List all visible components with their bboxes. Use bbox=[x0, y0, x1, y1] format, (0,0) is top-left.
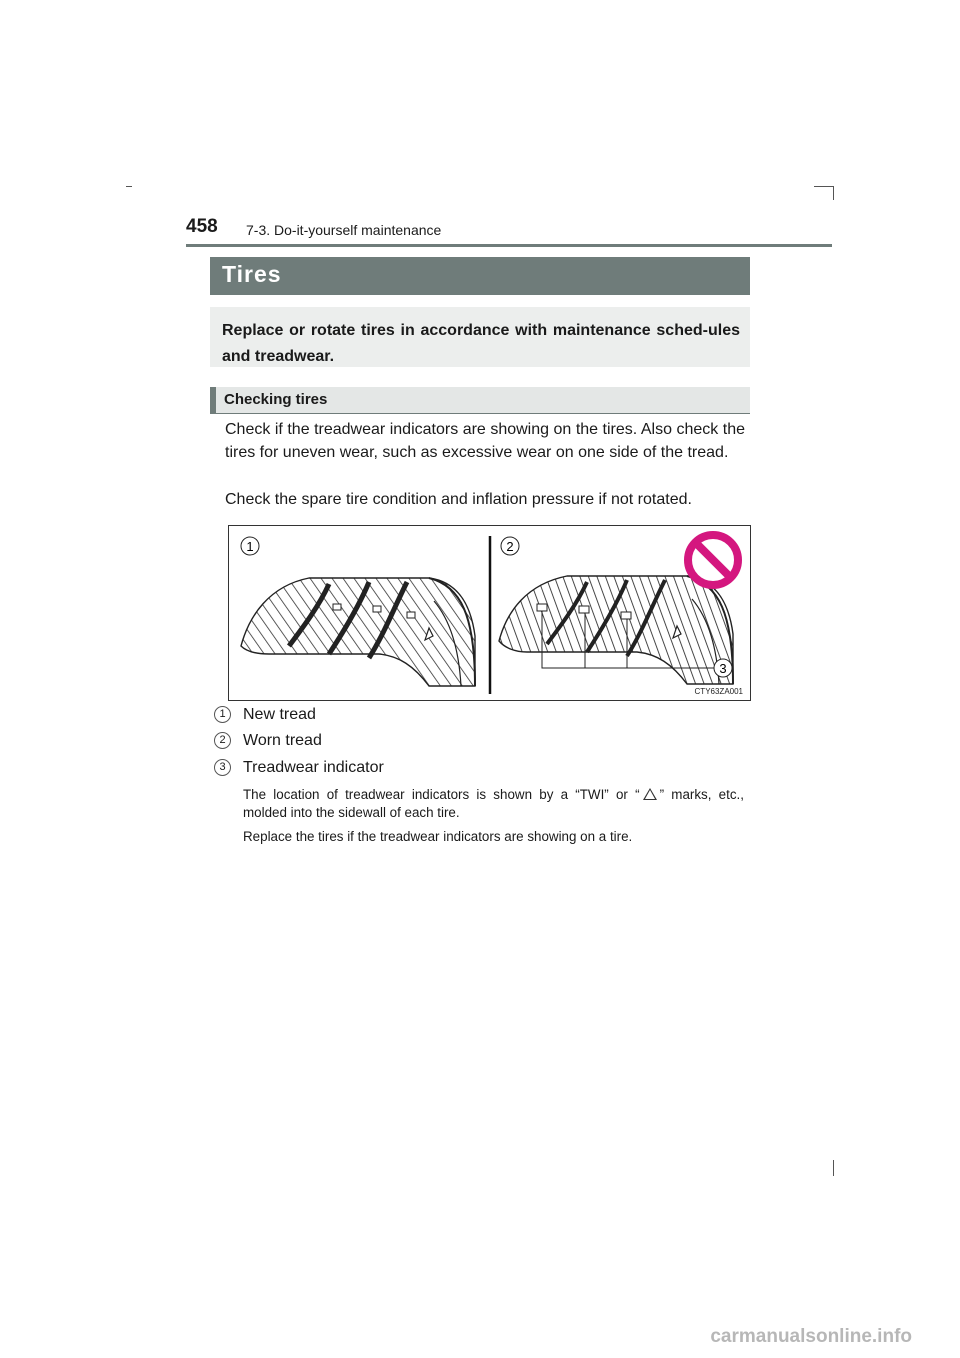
paragraph-1: Check if the treadwear indicators are showing on the tires. Also check the tires for uneven wear, such as excessive wear on one side of the tread. bbox=[225, 421, 745, 461]
intro-box bbox=[210, 307, 750, 367]
note-1-after: ” marks, etc., molded into the sidewall of each tire. bbox=[243, 787, 744, 820]
intro-text: Replace or rotate tires in accordance with maintenance sched-ules and treadwear. bbox=[222, 322, 740, 365]
note-1 bbox=[243, 786, 744, 822]
tire-illustration bbox=[229, 526, 750, 700]
worn-tread-tire bbox=[499, 537, 733, 684]
crop-mark-top-left bbox=[126, 186, 132, 187]
section-label: 7-3. Do-it-yourself maintenance bbox=[246, 222, 442, 238]
figure-callout-1: 1 bbox=[246, 539, 254, 554]
figure-callout-3: 3 bbox=[719, 661, 727, 676]
figure-callout-2: 2 bbox=[506, 539, 514, 554]
header-rule bbox=[186, 244, 832, 247]
paragraph-2: Check the spare tire condition and inflation pressure if not rotated. bbox=[225, 491, 692, 508]
crop-mark-top-right-h bbox=[814, 186, 834, 187]
legend-num-1: 1 bbox=[214, 706, 231, 723]
crop-mark-bottom-right bbox=[833, 1160, 834, 1176]
triangle-mark-icon bbox=[643, 788, 657, 800]
page-number: 458 bbox=[186, 216, 218, 237]
subheading-accent bbox=[210, 387, 216, 414]
legend-num-2: 2 bbox=[214, 732, 231, 749]
title-bar bbox=[210, 257, 750, 295]
subheading-bar bbox=[210, 387, 750, 414]
new-tread-tire bbox=[241, 537, 475, 686]
legend-num-3: 3 bbox=[214, 759, 231, 776]
crop-mark-top-right-v bbox=[833, 186, 834, 200]
watermark: carmanualsonline.info bbox=[710, 1326, 912, 1347]
subheading: Checking tires bbox=[224, 391, 328, 408]
legend-text-3: Treadwear indicator bbox=[243, 759, 384, 776]
note-1-before: The location of treadwear indicators is shown by a “TWI” or “ bbox=[243, 787, 640, 802]
note-2: Replace the tires if the treadwear indicators are showing on a tire. bbox=[243, 829, 633, 844]
figure-code: CTY63ZA001 bbox=[694, 687, 743, 696]
prohibited-icon bbox=[688, 535, 738, 585]
tire-figure bbox=[228, 525, 751, 701]
legend-text-2: Worn tread bbox=[243, 732, 322, 749]
legend-text-1: New tread bbox=[243, 706, 316, 723]
page-title: Tires bbox=[222, 261, 282, 287]
